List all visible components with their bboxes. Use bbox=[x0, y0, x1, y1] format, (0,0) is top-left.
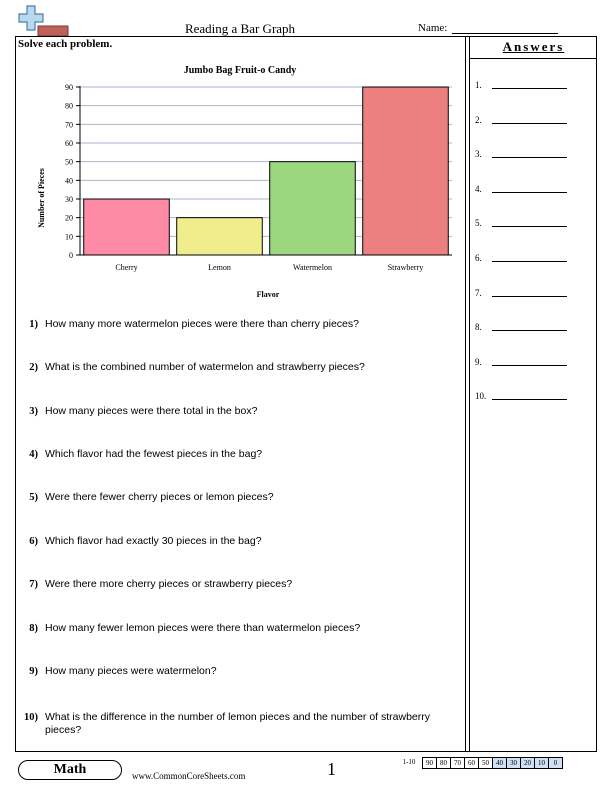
x-tick-label: Strawberry bbox=[387, 263, 424, 272]
score-cell: 80 bbox=[437, 757, 451, 769]
site-logo-icon bbox=[18, 4, 70, 38]
answer-row bbox=[475, 149, 593, 163]
answer-line[interactable] bbox=[492, 365, 567, 366]
chart-title: Jumbo Bag Fruit-o Candy bbox=[183, 65, 297, 76]
question-text: Were there fewer cherry pieces or lemon pieces? bbox=[45, 491, 274, 503]
y-tick-label: 30 bbox=[65, 195, 73, 204]
subject-badge: Math bbox=[18, 760, 122, 780]
bar-strawberry bbox=[363, 87, 449, 255]
answer-line[interactable] bbox=[492, 226, 567, 227]
y-tick-label: 70 bbox=[65, 120, 73, 130]
question-text: What is the combined number of watermelon and strawberry pieces? bbox=[45, 361, 365, 373]
answer-number: 7. bbox=[475, 287, 482, 298]
question-text: Which flavor had exactly 30 pieces in the bag? bbox=[45, 535, 262, 547]
question-number: 4) bbox=[29, 449, 38, 460]
question-number: 7) bbox=[29, 579, 38, 590]
y-tick-label: 60 bbox=[65, 139, 73, 148]
question-text: How many more watermelon pieces were there than cherry pieces? bbox=[45, 318, 359, 330]
answer-line[interactable] bbox=[492, 399, 567, 400]
question-number: 5) bbox=[29, 492, 38, 503]
instructions: Solve each problem. bbox=[18, 38, 113, 50]
x-tick-label: Lemon bbox=[208, 263, 231, 272]
question-number: 3) bbox=[29, 406, 38, 417]
answer-line[interactable] bbox=[492, 123, 567, 124]
answers-title: Answers bbox=[502, 39, 565, 54]
answer-number: 10. bbox=[475, 391, 487, 402]
answer-row bbox=[475, 218, 593, 232]
column-divider bbox=[465, 36, 470, 752]
bar-watermelon bbox=[270, 162, 356, 255]
question-number: 8) bbox=[29, 623, 38, 634]
bar-lemon bbox=[177, 218, 263, 255]
question-number: 1) bbox=[29, 319, 38, 330]
y-tick-label: 20 bbox=[65, 213, 73, 223]
y-tick-label: 90 bbox=[65, 83, 73, 92]
y-tick-label: 50 bbox=[65, 157, 73, 167]
score-cell: 50 bbox=[479, 757, 493, 769]
answer-number: 6. bbox=[475, 253, 482, 263]
answer-row bbox=[475, 115, 593, 129]
answer-row bbox=[475, 253, 593, 267]
answer-number: 3. bbox=[475, 149, 482, 160]
question-text: Which flavor had the fewest pieces in the bag? bbox=[45, 448, 263, 460]
bar-cherry bbox=[84, 199, 170, 255]
answer-number: 2. bbox=[475, 114, 482, 125]
answer-row bbox=[475, 322, 593, 336]
answer-row bbox=[475, 391, 593, 405]
score-box bbox=[396, 757, 563, 769]
question-number: 6) bbox=[29, 536, 38, 547]
score-cell: 60 bbox=[465, 757, 479, 769]
x-tick-label: Watermelon bbox=[293, 263, 332, 272]
question-text: What is the difference in the number of lemon pieces and the number of strawberry pieces? bbox=[45, 711, 431, 736]
score-cell: 30 bbox=[507, 757, 521, 769]
question-text: How many fewer lemon pieces were there than watermelon pieces? bbox=[45, 622, 361, 634]
answer-number: 8. bbox=[475, 322, 482, 333]
answer-row bbox=[475, 80, 593, 94]
score-cell: 20 bbox=[521, 757, 535, 769]
score-cell: 40 bbox=[493, 757, 507, 769]
y-tick-label: 10 bbox=[65, 232, 73, 242]
answer-line[interactable] bbox=[492, 157, 567, 158]
page-number: 1 bbox=[327, 759, 336, 779]
score-cell: 70 bbox=[451, 757, 465, 769]
answer-row bbox=[475, 357, 593, 371]
answer-line[interactable] bbox=[492, 261, 567, 262]
score-label: 1-10 bbox=[402, 758, 416, 766]
name-label: Name: bbox=[418, 22, 448, 34]
answer-number: 5. bbox=[475, 218, 482, 229]
score-cell: 0 bbox=[549, 757, 563, 769]
question-number: 9) bbox=[29, 666, 38, 677]
answer-line[interactable] bbox=[492, 88, 567, 89]
chart-x-axis-label: Flavor bbox=[256, 290, 280, 299]
worksheet-title: Reading a Bar Graph bbox=[184, 21, 296, 36]
y-tick-label: 40 bbox=[65, 176, 73, 186]
chart-y-axis-label: Number of Pieces bbox=[37, 168, 46, 228]
question-number: 2) bbox=[29, 362, 38, 373]
answer-number: 1. bbox=[475, 80, 482, 90]
answer-line[interactable] bbox=[492, 330, 567, 331]
answers-divider bbox=[470, 58, 597, 59]
answer-row bbox=[475, 288, 593, 302]
question-text: How many pieces were watermelon? bbox=[45, 665, 217, 677]
answer-line[interactable] bbox=[492, 192, 567, 193]
footer-url: www.CommonCoreSheets.com bbox=[132, 771, 246, 781]
x-tick-label: Cherry bbox=[115, 263, 138, 272]
question-text: How many pieces were there total in the box? bbox=[45, 405, 258, 417]
score-cell: 10 bbox=[535, 757, 549, 769]
question-text: Were there more cherry pieces or strawberry pieces? bbox=[45, 578, 293, 590]
answer-number: 9. bbox=[475, 356, 482, 367]
answer-line[interactable] bbox=[492, 296, 567, 297]
question-number: 10) bbox=[24, 712, 38, 723]
answer-row bbox=[475, 184, 593, 198]
score-cell: 90 bbox=[422, 757, 437, 769]
name-field-line[interactable] bbox=[452, 33, 558, 34]
bar-chart bbox=[30, 58, 460, 303]
answer-number: 4. bbox=[475, 183, 482, 194]
y-tick-label: 80 bbox=[65, 101, 73, 111]
y-tick-label: 0 bbox=[69, 251, 73, 260]
